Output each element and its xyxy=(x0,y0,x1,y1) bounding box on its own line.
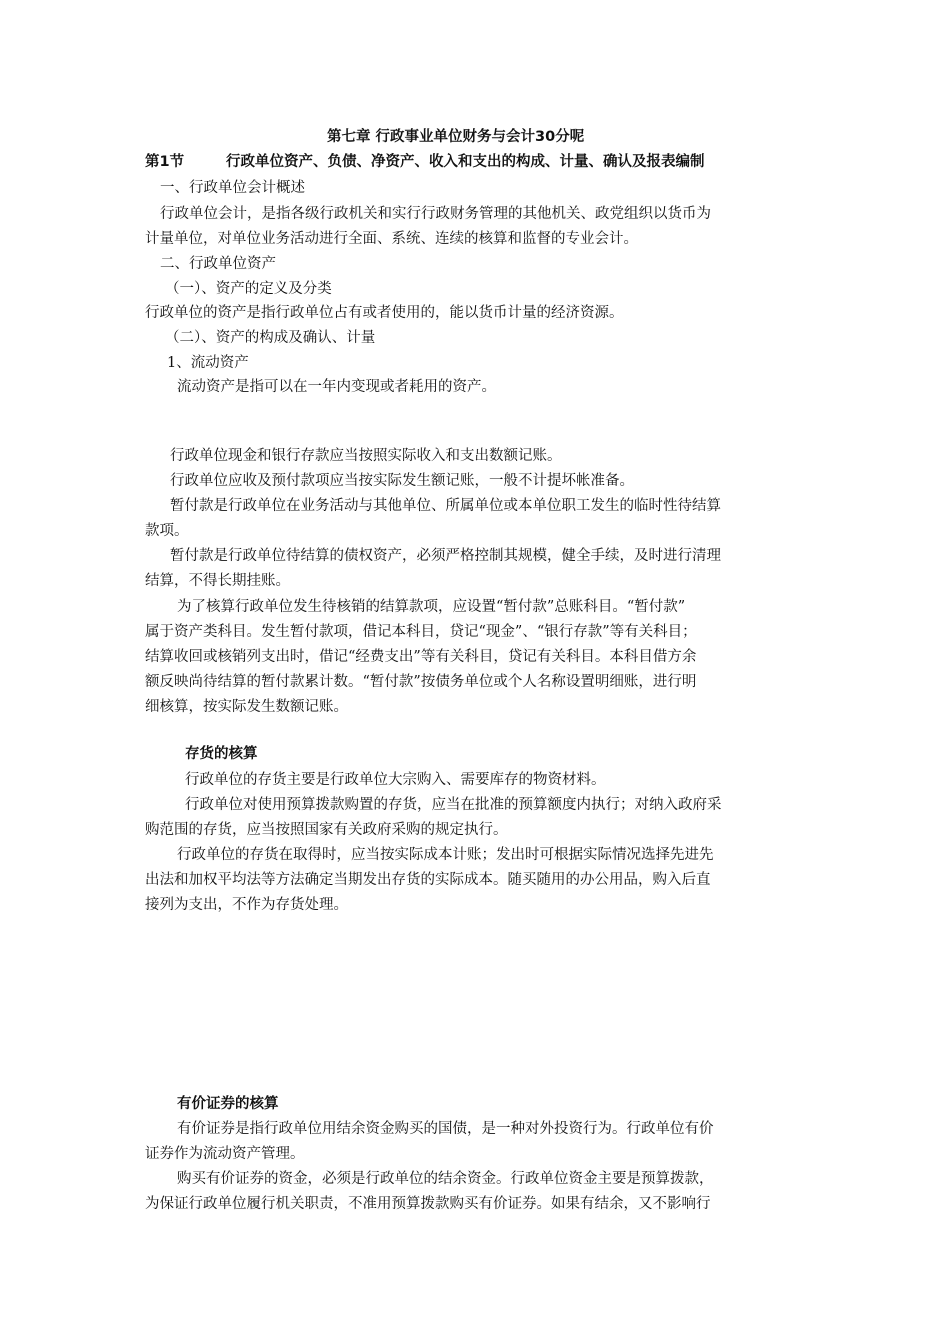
subheading: （二）、资产的构成及确认、计量 xyxy=(165,330,376,346)
paragraph-line: 结算收回或核销列支出时，借记“经费支出”等有关科目，贷记有关科目。本科目借方余 xyxy=(145,649,697,665)
paragraph-line: 额反映尚待结算的暂付款累计数。“暂付款”按债务单位或个人名称设置明细账，进行明 xyxy=(145,674,697,690)
paragraph-line: 属于资产类科目。发生暂付款项，借记本科目，贷记“现金”、“银行存款”等有关科目； xyxy=(145,624,697,640)
paragraph-line: 为了核算行政单位发生待核销的结算款项，应设置“暂付款”总账科目。“暂付款” xyxy=(177,599,686,615)
paragraph-line: 证券作为流动资产管理。 xyxy=(145,1146,305,1162)
paragraph-line: 行政单位会计，是指各级行政机关和实行行政财务管理的其他机关、政党组织以货币为 xyxy=(160,206,711,222)
paragraph-line: 结算，不得长期挂账。 xyxy=(145,573,290,589)
heading-1: 一、行政单位会计概述 xyxy=(160,180,305,196)
paragraph-line: 行政单位的存货在取得时，应当按实际成本计账；发出时可根据实际情况选择先进先 xyxy=(177,847,714,863)
paragraph-line: 款项。 xyxy=(145,523,189,539)
paragraph-line: 暂付款是行政单位待结算的债权资产，必须严格控制其规模，健全手续，及时进行清理 xyxy=(170,548,721,564)
subheading: 1、流动资产 xyxy=(167,355,249,371)
paragraph-line: 行政单位现金和银行存款应当按照实际收入和支出数额记账。 xyxy=(170,448,562,464)
paragraph-line: 计量单位，对单位业务活动进行全面、系统、连续的核算和监督的专业会计。 xyxy=(145,231,638,247)
paragraph-line: 购买有价证券的资金，必须是行政单位的结余资金。行政单位资金主要是预算拨款， xyxy=(177,1171,714,1187)
section-title: 行政单位资产、负债、净资产、收入和支出的构成、计量、确认及报表编制 xyxy=(226,154,705,170)
paragraph-line: 行政单位的存货主要是行政单位大宗购入、需要库存的物资材料。 xyxy=(185,772,606,788)
securities-heading: 有价证券的核算 xyxy=(177,1096,279,1112)
subheading: （一）、资产的定义及分类 xyxy=(165,281,332,297)
paragraph-line: 行政单位对使用预算拨款购置的存货，应当在批准的预算额度内执行；对纳入政府采 xyxy=(185,797,722,813)
section-number: 第1节 xyxy=(145,154,185,170)
paragraph-line: 行政单位的资产是指行政单位占有或者使用的，能以货币计量的经济资源。 xyxy=(145,305,624,321)
paragraph-line: 有价证券是指行政单位用结余资金购买的国债，是一种对外投资行为。行政单位有价 xyxy=(177,1121,714,1137)
paragraph-line: 购范围的存货，应当按照国家有关政府采购的规定执行。 xyxy=(145,822,508,838)
paragraph-line: 暂付款是行政单位在业务活动与其他单位、所属单位或本单位职工发生的临时性待结算 xyxy=(170,498,721,514)
paragraph-line: 行政单位应收及预付款项应当按实际发生额记账，一般不计提坏帐准备。 xyxy=(170,473,634,489)
paragraph-line: 细核算，按实际发生数额记账。 xyxy=(145,699,348,715)
heading-2: 二、行政单位资产 xyxy=(160,256,276,272)
paragraph-line: 出法和加权平均法等方法确定当期发出存货的实际成本。随买随用的办公用品，购入后直 xyxy=(145,872,711,888)
paragraph-line: 接列为支出，不作为存货处理。 xyxy=(145,897,348,913)
paragraph-line: 流动资产是指可以在一年内变现或者耗用的资产。 xyxy=(177,379,496,395)
chapter-title: 第七章 行政事业单位财务与会计30分呢 xyxy=(327,129,585,145)
paragraph-line: 为保证行政单位履行机关职责，不准用预算拨款购买有价证券。如果有结余，又不影响行 xyxy=(145,1196,711,1212)
inventory-heading: 存货的核算 xyxy=(185,746,258,762)
